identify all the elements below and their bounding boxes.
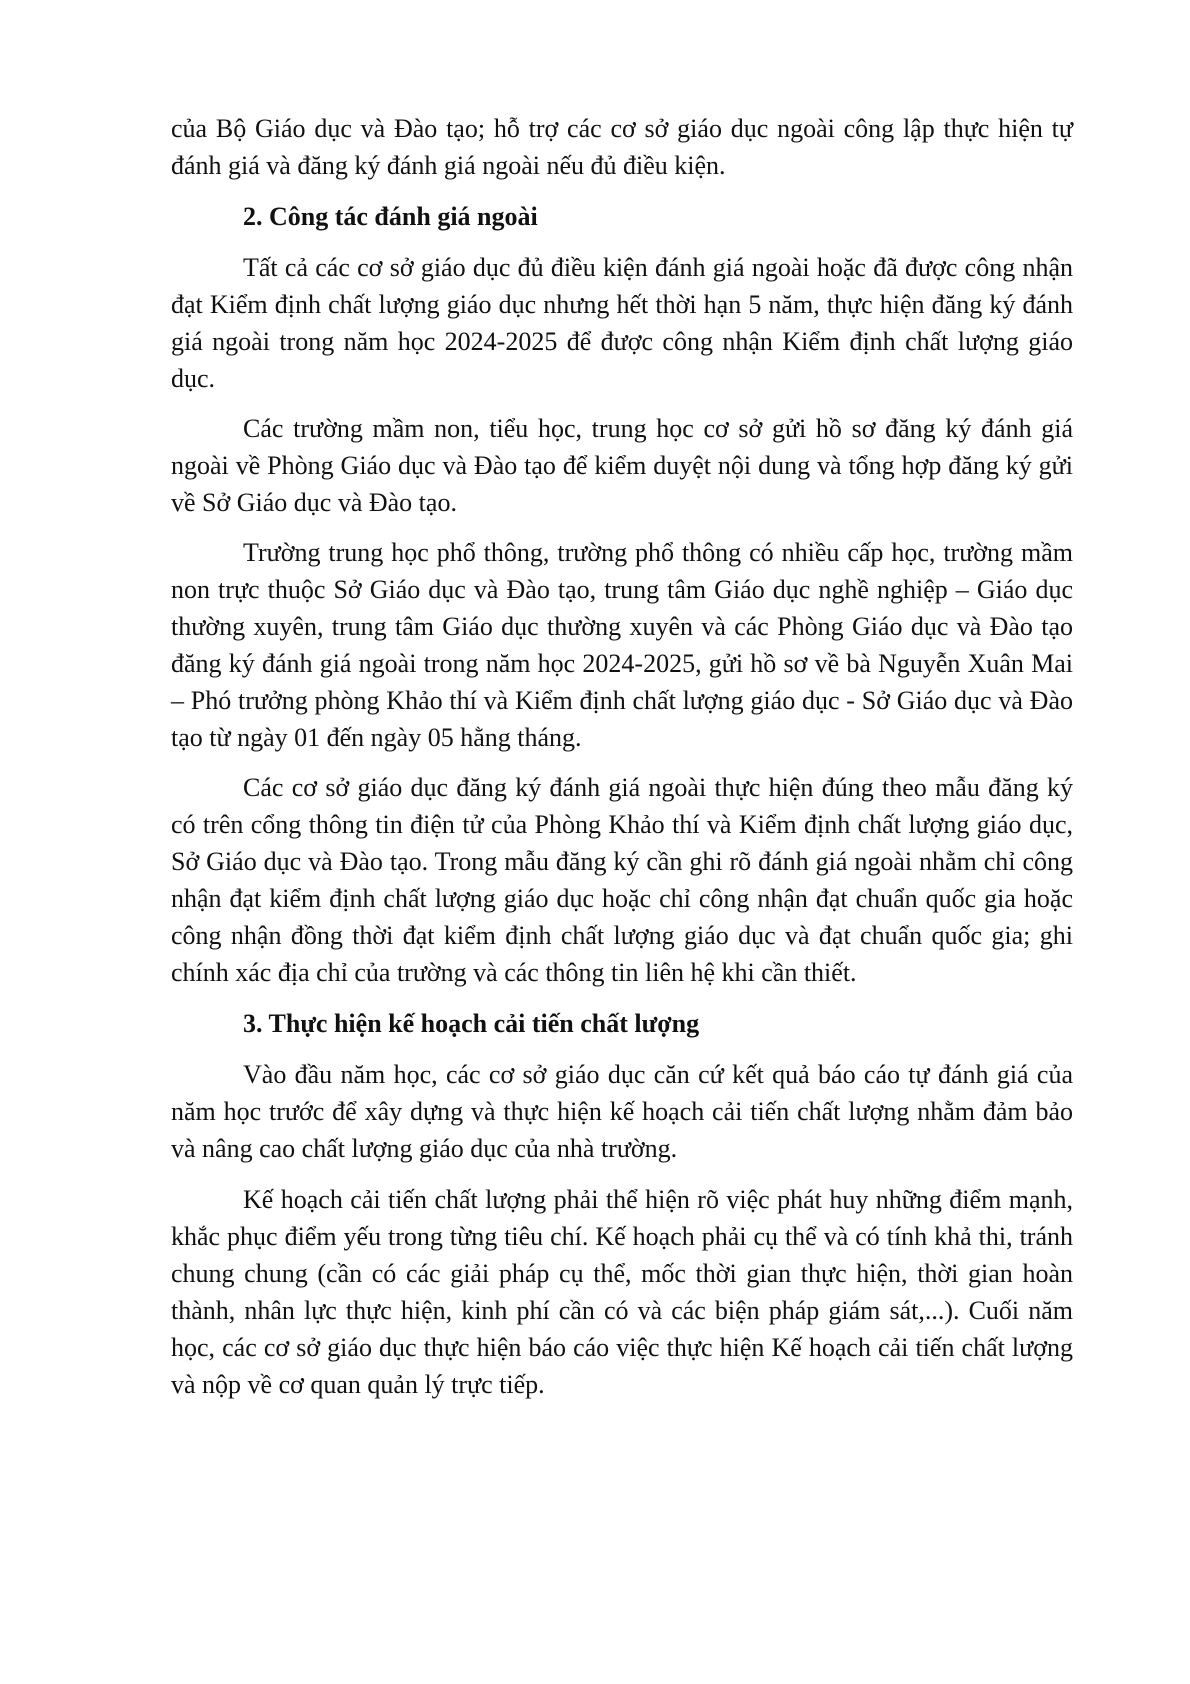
continued-paragraph: của Bộ Giáo dục và Đào tạo; hỗ trợ các cơ sở giáo dục ngoài công lập thực hiện tự đánh giá và đăng ký đánh giá ngoài nếu đủ điều kiện. bbox=[171, 114, 1073, 180]
section-heading-external-evaluation: 2. Công tác đánh giá ngoài bbox=[243, 202, 538, 231]
paragraph-improvement-plan-start: Vào đầu năm học, các cơ sở giáo dục căn cứ kết quả báo cáo tự đánh giá của năm học trước để xây dựng và thực hiện kế hoạch cải tiến chất lượng nhằm đảm bảo và nâng cao chất lượng giáo dục của nhà trường. bbox=[171, 1060, 1073, 1163]
paragraph-registration-eligibility: Tất cả các cơ sở giáo dục đủ điều kiện đánh giá ngoài hoặc đã được công nhận đạt Kiểm định chất lượng giáo dục nhưng hết thời hạn 5 năm, thực hiện đăng ký đánh giá ngoài trong năm học 2024-2025 để được công nhận Kiểm định chất lượng giáo dục. bbox=[171, 253, 1073, 393]
paragraph-high-schools-submission: Trường trung học phổ thông, trường phổ thông có nhiều cấp học, trường mầm non trực thuộc Sở Giáo dục và Đào tạo, trung tâm Giáo dục nghề nghiệp – Giáo dục thường xuyên, trung tâm Giáo dục thường xuyên và các Phòng Giáo dục và Đào tạo đăng ký đánh giá ngoài trong năm học 2024-2025, gửi hồ sơ về bà Nguyễn Xuân Mai – Phó trưởng phòng Khảo thí và Kiểm định chất lượng giáo dục - Sở Giáo dục và Đào tạo từ ngày 01 đến ngày 05 hằng tháng. bbox=[171, 538, 1073, 752]
document-body bbox=[171, 110, 1073, 1403]
section-heading-quality-improvement: 3. Thực hiện kế hoạch cải tiến chất lượng bbox=[243, 1009, 700, 1038]
paragraph-primary-schools-submission: Các trường mầm non, tiểu học, trung học cơ sở gửi hồ sơ đăng ký đánh giá ngoài về Phòng Giáo dục và Đào tạo để kiểm duyệt nội dung và tổng hợp đăng ký gửi về Sở Giáo dục và Đào tạo. bbox=[171, 414, 1073, 517]
paragraph-improvement-plan-details: Kế hoạch cải tiến chất lượng phải thể hiện rõ việc phát huy những điểm mạnh, khắc phục điểm yếu trong từng tiêu chí. Kế hoạch phải cụ thể và có tính khả thi, tránh chung chung (cần có các giải pháp cụ thể, mốc thời gian thực hiện, thời gian hoàn thành, nhân lực thực hiện, kinh phí cần có và các biện pháp giám sát,...). Cuối năm học, các cơ sở giáo dục thực hiện báo cáo việc thực hiện Kế hoạch cải tiến chất lượng và nộp về cơ quan quản lý trực tiếp. bbox=[171, 1185, 1073, 1399]
paragraph-registration-form: Các cơ sở giáo dục đăng ký đánh giá ngoài thực hiện đúng theo mẫu đăng ký có trên cổng thông tin điện tử của Phòng Khảo thí và Kiểm định chất lượng giáo dục, Sở Giáo dục và Đào tạo. Trong mẫu đăng ký cần ghi rõ đánh giá ngoài nhằm chỉ công nhận đạt kiểm định chất lượng giáo dục hoặc chỉ công nhận đạt chuẩn quốc gia hoặc công nhận đồng thời đạt kiểm định chất lượng giáo dục và đạt chuẩn quốc gia; ghi chính xác địa chỉ của trường và các thông tin liên hệ khi cần thiết. bbox=[171, 773, 1073, 987]
